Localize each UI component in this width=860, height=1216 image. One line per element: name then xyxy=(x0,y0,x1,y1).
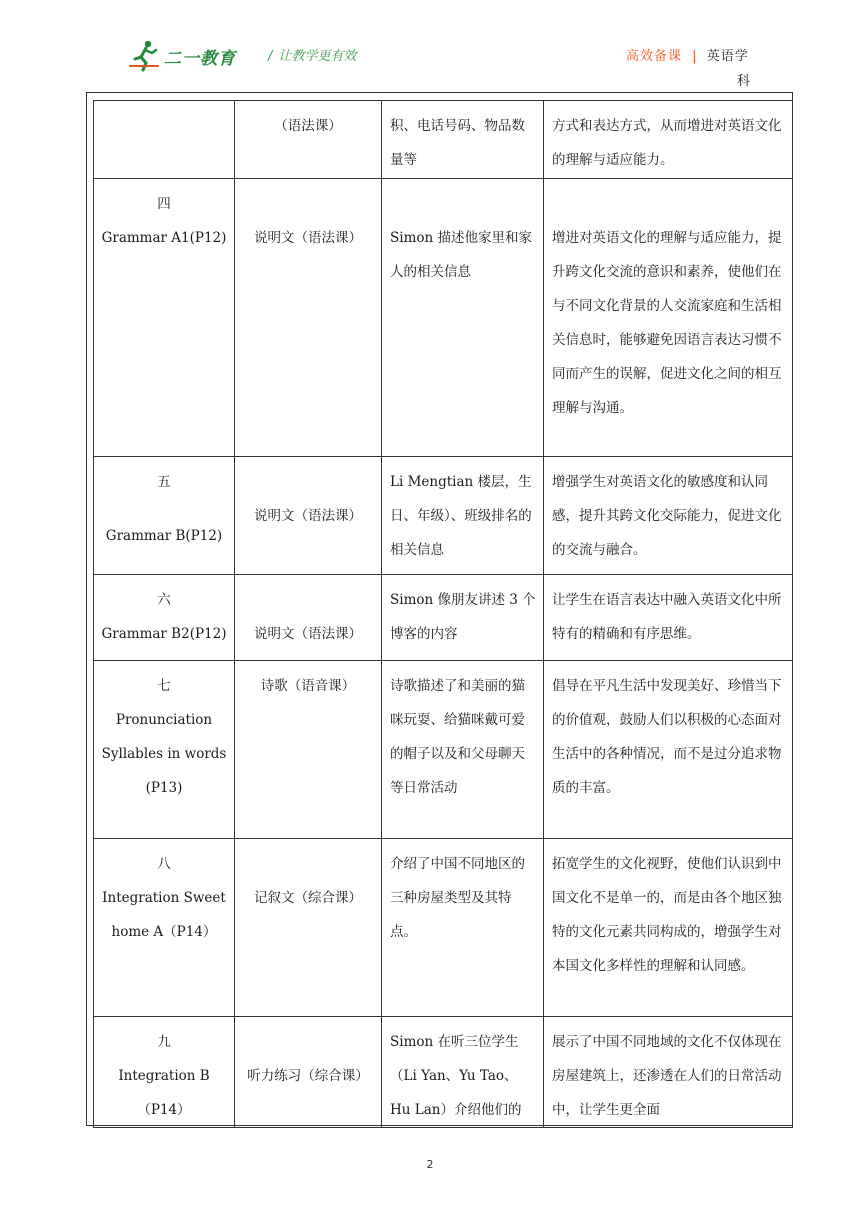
lesson-cell xyxy=(94,661,235,839)
table-row xyxy=(94,101,793,179)
genre-cell: 说明文（语法课） xyxy=(235,457,382,575)
genre-cell: （语法课） xyxy=(235,101,382,179)
header-subject: 英语学 xyxy=(706,49,749,64)
goal-cell: 让学生在语言表达中融入英语文化中所特有的精确和有序思维。 xyxy=(544,575,793,661)
content-cell: Simon 描述他家里和家人的相关信息 xyxy=(382,179,544,457)
content-cell: 介绍了中国不同地区的三种房屋类型及其特点。 xyxy=(382,839,544,1017)
genre-cell: 诗歌（语音课） xyxy=(235,661,382,839)
header-subject-wrap: 科 xyxy=(737,74,751,89)
lesson-number: 五 xyxy=(157,474,171,490)
genre-cell: 说明文（语法课） xyxy=(235,575,382,661)
goal-cell: 展示了中国不同地域的文化不仅体现在房屋建筑上，还渗透在人们的日常活动中，让学生更全面 xyxy=(544,1017,793,1128)
genre-cell: 说明文（语法课） xyxy=(235,179,382,457)
lesson-cell xyxy=(94,101,235,179)
header-tag: 高效备课 xyxy=(626,49,683,64)
goal-cell: 拓宽学生的文化视野，使他们认识到中国文化不是单一的，而是由各个地区独特的文化元素共同构成的，增强学生对本国文化多样性的理解和认同感。 xyxy=(544,839,793,1017)
slogan-text: 让教学更有效 xyxy=(278,49,357,64)
lesson-number: 九 xyxy=(157,1034,171,1050)
content-cell: Li Mengtian 楼层，生日、年级）、班级排名的相关信息 xyxy=(382,457,544,575)
page-header xyxy=(0,0,860,95)
lesson-number: 六 xyxy=(157,592,171,608)
lesson-number: 八 xyxy=(157,856,171,872)
slogan-divider: / xyxy=(268,49,273,64)
lesson-table xyxy=(93,100,793,1128)
slogan xyxy=(268,45,356,64)
table-row xyxy=(94,457,793,575)
lesson-cell xyxy=(94,179,235,457)
lesson-cell xyxy=(94,839,235,1017)
lesson-title: Pronunciation Syllables in words (P13) xyxy=(101,712,227,796)
content-cell: Simon 在听三位学生（Li Yan、Yu Tao、Hu Lan）介绍他们的 xyxy=(382,1017,544,1128)
lesson-title: Integration B （P14） xyxy=(118,1068,210,1118)
header-right xyxy=(626,45,749,64)
table-row xyxy=(94,179,793,457)
logo xyxy=(128,38,238,72)
goal-cell: 增强学生对英语文化的敏感度和认同感，提升其跨文化交际能力，促进文化的交流与融合。 xyxy=(544,457,793,575)
logo-text: 二一教育 xyxy=(164,49,236,69)
table-row xyxy=(94,661,793,839)
table-row xyxy=(94,1017,793,1128)
page-number: 2 xyxy=(426,1158,434,1171)
lesson-number: 四 xyxy=(157,196,171,212)
goal-cell: 倡导在平凡生活中发现美好、珍惜当下的价值观，鼓励人们以积极的心态面对生活中的各种情况，而不是过分追求物质的丰富。 xyxy=(544,661,793,839)
goal-cell: 增进对英语文化的理解与适应能力，提升跨文化交流的意识和素养，使他们在与不同文化背景的人交流家庭和生活相关信息时，能够避免因语言表达习惯不同而产生的误解，促进文化之间的相互理解与沟通。 xyxy=(544,179,793,457)
lesson-cell xyxy=(94,1017,235,1128)
lesson-title: Grammar A1(P12) xyxy=(101,230,227,246)
lesson-cell xyxy=(94,575,235,661)
lesson-number: 七 xyxy=(157,678,171,694)
table-row xyxy=(94,575,793,661)
running-figure-icon xyxy=(128,38,162,72)
genre-cell: 听力练习（综合课） xyxy=(235,1017,382,1128)
table-row xyxy=(94,839,793,1017)
lesson-cell xyxy=(94,457,235,575)
lesson-title: Integration Sweet home A（P14） xyxy=(102,890,226,940)
content-cell: Simon 像朋友讲述 3 个博客的内容 xyxy=(382,575,544,661)
lesson-title: Grammar B2(P12) xyxy=(101,626,227,642)
content-cell: 积、电话号码、物品数量等 xyxy=(382,101,544,179)
content-cell: 诗歌描述了和美丽的猫咪玩耍、给猫咪戴可爱的帽子以及和父母聊天等日常活动 xyxy=(382,661,544,839)
genre-cell: 记叙文（综合课） xyxy=(235,839,382,1017)
lesson-title: Grammar B(P12) xyxy=(105,528,223,544)
header-separator: | xyxy=(692,49,697,64)
goal-cell: 方式和表达方式，从而增进对英语文化的理解与适应能力。 xyxy=(544,101,793,179)
